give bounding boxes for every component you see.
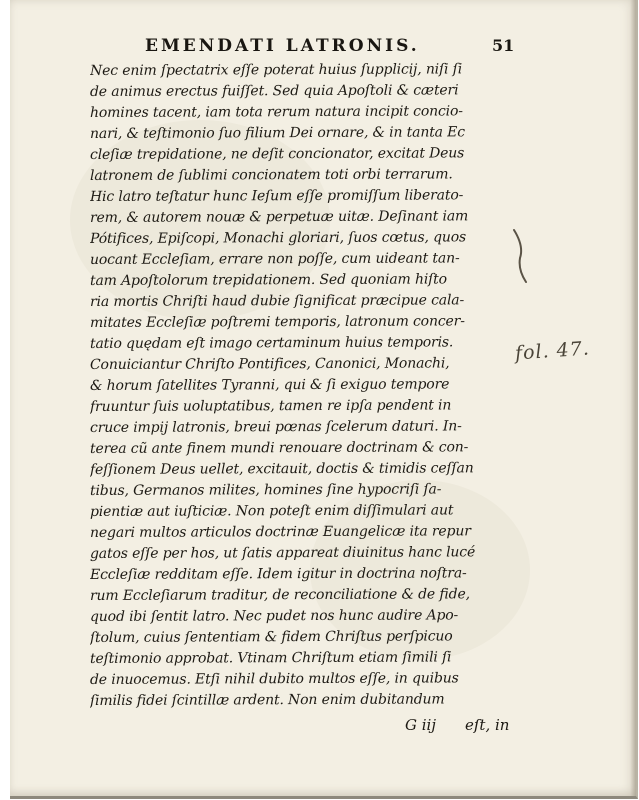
- text-line: terea cũ ante finem mundi renouare doctrinam & con-: [90, 439, 469, 457]
- text-line: cruce impij latronis, breui pœnas ſcelerum daturi. In-: [90, 418, 462, 436]
- running-head: EMENDATI LATRONIS.: [145, 36, 420, 56]
- text-line: rum Eccleſiarum traditur, de reconciliatione & de fide,: [90, 586, 470, 604]
- text-line: tatio quędam eſt imago certaminum huius temporis.: [90, 334, 454, 352]
- text-line: nari, & teſtimonio ſuo filium Dei ornare, & in tanta Ec: [90, 124, 465, 142]
- folio-number: 51: [492, 36, 515, 55]
- text-line: negari multos articulos doctrinæ Euangelicæ ita repur: [90, 523, 471, 541]
- text-line: tam Apoſtolorum trepidationem. Sed quoniam hiſto: [90, 271, 447, 289]
- text-line: ſimilis fidei ſcintillæ ardent. Non enim dubitandum: [90, 691, 445, 709]
- text-line: Conuiciantur Chriſto Pontifices, Canonici, Monachi,: [90, 355, 450, 373]
- text-line: Eccleſiæ redditam eſſe. Idem igitur in doctrina noſtra-: [90, 565, 467, 583]
- text-line: latronem de ſublimi concionatem toti orbi terrarum.: [90, 166, 453, 184]
- text-line: Nec enim ſpectatrix eſſe poterat huius ſupplicij, niſi ſi: [90, 61, 463, 79]
- text-line: & horum ſatellites Tyranni, qui & ſi exiguo tempore: [90, 376, 450, 394]
- text-line: ria mortis Chriſti haud dubie ſignificat præcipue cala-: [90, 292, 465, 310]
- text-line: ſtolum, cuius ſententiam & fidem Chriſtus perſpicuo: [90, 628, 453, 646]
- text-line: homines tacent, iam tota rerum natura incipit concio-: [90, 103, 463, 121]
- signature-mark: G iij: [405, 716, 436, 734]
- text-line: quod ibi ſentit latro. Nec pudet nos hunc audire Apo-: [90, 607, 459, 625]
- text-line: feſſionem Deus uellet, excitauit, doctis & timidis ceſſan: [90, 460, 474, 478]
- catchword: eſt, in: [465, 716, 510, 734]
- text-line: gatos eſſe per hos, ut ſatis appareat diuinitus hanc lucé: [90, 544, 476, 562]
- text-line: uocant Eccleſiam, errare non poſſe, cum uideant tan-: [90, 250, 460, 268]
- marginal-annotation: fol. 47.: [514, 337, 591, 365]
- text-line: mitates Eccleſiæ poſtremi temporis, latronum concer-: [90, 313, 465, 331]
- margin-bracket-mark: [510, 226, 532, 286]
- text-line: Hic latro teſtatur hunc Ieſum eſſe promiſſum liberato-: [90, 187, 464, 205]
- text-line: de animus erectus fuiſſet. Sed quia Apoſtoli & cæteri: [90, 82, 459, 100]
- text-line: pientiæ aut iuſticiæ. Non poteſt enim diſſimulari aut: [90, 502, 454, 520]
- text-line: Pótifices, Epiſcopi, Monachi gloriari, ſuos cœtus, quos: [90, 229, 467, 247]
- text-line: teſtimonio approbat. Vtinam Chriſtum etiam ſimili ſi: [90, 649, 452, 667]
- text-line: cleſiæ trepidatione, ne deſit concionator, excitat Deus: [90, 145, 465, 163]
- body-text: [90, 59, 545, 712]
- book-page: [10, 0, 638, 799]
- text-line: rem, & autorem nouæ & perpetuæ uitæ. Deſinant iam: [90, 208, 469, 226]
- text-line: tibus, Germanos milites, homines ſine hypocriſi ſa-: [90, 481, 442, 499]
- page-edge-shadow: [630, 0, 636, 796]
- text-line: de inuocemus. Etſi nihil dubito multos eſſe, in quibus: [90, 670, 459, 688]
- text-line: fruuntur ſuis uoluptatibus, tamen re ipſa pendent in: [90, 397, 452, 415]
